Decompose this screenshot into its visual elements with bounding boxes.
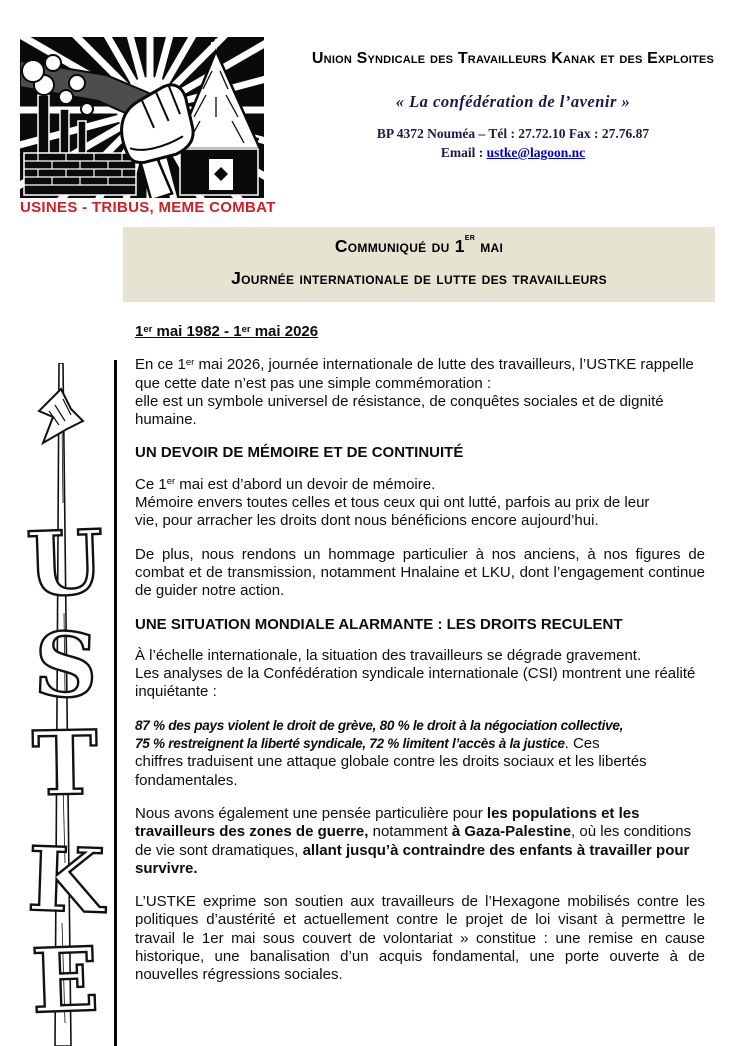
column-divider [114,360,117,1046]
title-line1-prefix: Communiqué du 1 [334,236,465,256]
org-address: BP 4372 Nouméa – Tél : 27.72.10 Fax : 27.76.87 [376,126,650,141]
spear-letter-s: S [32,611,100,719]
spear-letter-k: K [25,826,106,934]
heading-devoir-memoire: UN DEVOIR DE MÉMOIRE ET DE CONTINUITÉ [135,444,464,462]
echelle-internationale-paragraph: À l’échelle internationale, la situation des travailleurs se dégrade gravement. Les analyses de la Confédération syndicale internationale (CSI) montrent une réalité inquiétante : [135,646,696,701]
heading-situation-mondiale: UNE SITUATION MONDIALE ALARMANTE : LES DROITS RECULENT [135,615,623,633]
hommage-paragraph: De plus, nous rendons un hommage particulier à nos anciens, à nos figures de combat et de transmission, notamment Hnalaine et LKU, dont l’engagement continue de guider notre action. [135,545,705,600]
zones-de-guerre-paragraph: Nous avons également une pensée particulière pour les populations et les travailleurs des zones de guerre, notamment à Gaza-Palestine, où les conditions de vie sont dramatiques, allant jusqu’à contraindre des enfants à travailler pour survivre. [135,804,692,877]
soutien-hexagone-paragraph: L’USTKE exprime son soutien aux travailleurs de l’Hexagone mobilisés contre les politiques d’austérité et actuellement contre le projet de loi visant à permettre le travail le 1er mai sous couvert de volontariat » constitue : une remise en cause historique, une banalisation d’un acquis fondamental, une porte ouverte à de nouvelles régressions sociales. [135,893,705,984]
spear-letter-u: U [25,509,106,617]
spear-letter-t: T [31,710,99,816]
title-line1-sup: er [464,232,476,244]
email-label: Email : [440,145,487,160]
letterhead [283,50,740,161]
date-heading: 1er mai 1982 - 1er mai 2026 [135,323,319,340]
intro-paragraph: En ce 1er mai 2026, journée internationale de lutte des travailleurs, l’USTKE rappelle que cette date n’est pas une simple commémoration : elle est un symbole universel de résistance, de conquêtes sociales et de dignité humaine. [135,356,694,429]
document-body [135,323,705,1000]
org-tagline: « La confédération de l’avenir » [395,92,631,111]
org-name: Union Syndicale des Travailleurs Kanak et des Exploites [311,50,715,67]
email-link[interactable]: ustke@lagoon.nc [486,145,586,160]
title-line1-suffix: mai [475,236,504,256]
ustke-spear-graphic [25,363,111,1046]
spear-letter-e: E [29,926,101,1034]
communique-title-line1 [123,232,715,257]
spear-icon [25,363,111,1046]
communique-title-line2: Journée internationale de lutte des travailleurs [231,268,607,288]
memoire-paragraph: Ce 1er mai est d’abord un devoir de mémoire. Mémoire envers toutes celles et tous ceux qui ont lutté, parfois au prix de leur vie, pour arracher les droits dont nous bénéficions encore aujourd’hui. [135,475,650,530]
org-email-line [283,145,740,161]
statistiques-paragraph: 87 % des pays violent le droit de grève, 80 % le droit à la négociation collective, 75 % restreignent la liberté syndicale, 72 % limitent l’accès à la justice. Ces chiffres traduisent une attaque globale contre les droits sociaux et les libertés fondamentales. [135,717,647,789]
fist-factory-hut-sunburst-icon [20,37,264,198]
logo-slogan: USINES - TRIBUS, MEME COMBAT [20,199,276,216]
org-logo [20,37,264,198]
title-block [123,227,715,302]
